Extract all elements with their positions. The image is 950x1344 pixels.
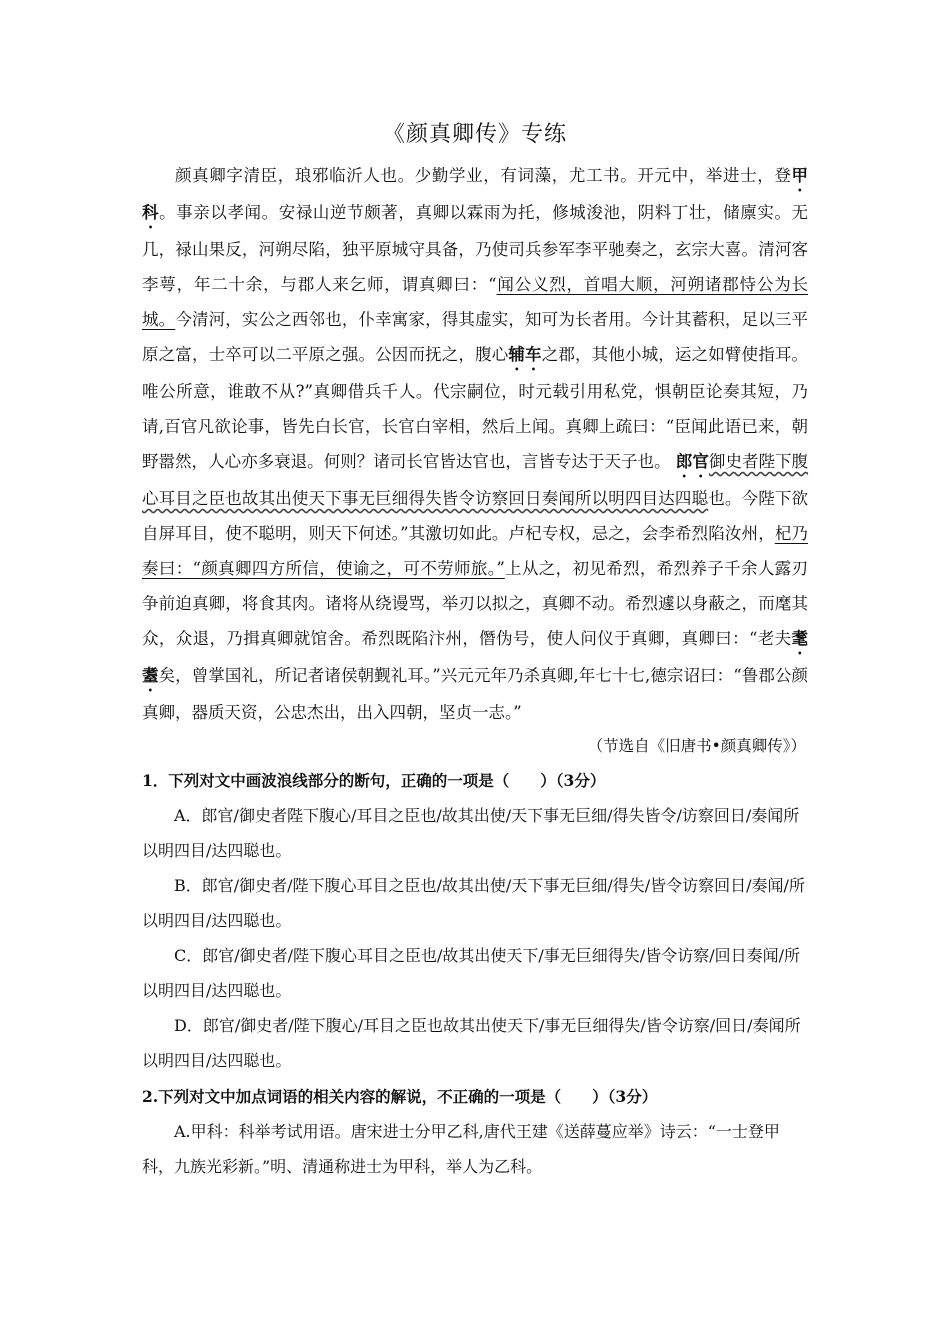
dotted-word: 甲科 bbox=[142, 166, 808, 222]
passage-text: 。事亲以孝闻。安禄山逆节颇著，真卿以霖雨为托，修城浚池，阴料丁壮，储廪实。无几，禄山果反，河朔尽陷，独平原城守具备，乃使司兵参军李平驰奏之，玄宗大喜。清河客李萼，年二十余，与郡人来乞师，谓真卿曰：“ bbox=[142, 203, 809, 294]
passage-text: 今清河，实公之西邻也，仆幸寓家，得其虚实，知可为长者用。今计其蓄积，足以三平原之富，士卒可以二平原之强。公因而抚之，腹心 bbox=[142, 310, 809, 364]
dotted-word: 耄耋 bbox=[142, 629, 808, 685]
underlined-sentence: 闻公义烈，首唱大顺，河朔诸郡恃公为长城。 bbox=[142, 275, 809, 329]
passage-text: 颜真卿字清臣，琅邪临沂人也。少勤学业，有词藻，尤工书。开元中，举进士，登 bbox=[175, 166, 792, 185]
question-1-option-c: C．郎官/御史者/陛下腹心耳目之臣也/故其出使天下/事无巨细得失/皆令访察/回日奏闻/所以明四目/达四聪也。 bbox=[142, 946, 800, 1000]
question-1-option-a: A．郎官/御史者陛下腹心/耳目之臣也/故其出使/天下事无巨细/得失皆令/访察回日/奏闻所以明四目/达四聪也。 bbox=[142, 806, 800, 860]
question-1-option-d: D．郎官/御史者/陛下腹心/耳目之臣也故其出使天下/事无巨细得失/皆令访察/回日/奏闻所以明四目/达四聪也。 bbox=[142, 1016, 801, 1070]
passage bbox=[142, 158, 808, 730]
question-2-option-a: A.甲科：科举考试用语。唐宋进士分甲乙科,唐代王建《送薛蔓应举》诗云：“一士登甲科，九族光彩新。”明、清通称进士为甲科，举人为乙科。 bbox=[142, 1122, 780, 1176]
question-1-option-b: B．郎官/御史者/陛下腹心耳目之臣也/故其出使/天下事无巨细/得失/皆令访察回日/奏闻/所以明四目/达四聪也。 bbox=[142, 876, 805, 930]
passage-text: 矣，曾掌国礼，所记者诸侯朝觐礼耳。”兴元元年乃杀真卿,年七十七,德宗诏曰：“鲁郡公颜真卿，器质天资，公忠杰出，出入四朝，坚贞一志。” bbox=[142, 666, 808, 722]
dotted-word: 辅车 bbox=[508, 345, 542, 364]
underlined-sentence: 杞乃奏曰：“颜真卿四方所信，使谕之，可不劳师旅。” bbox=[142, 524, 809, 578]
source-citation: （节选自《旧唐书•颜真卿传》） bbox=[587, 737, 806, 755]
passage-text: 之郡，其他小城，运之如臂使指耳。唯公所意，谁敢不从?”真卿借兵千人。代宗嗣位，时元载引用私党，惧朝臣论奏其短，乃请,百官凡欲论事，皆先白长官，长官白宰相，然后上闻。真卿上疏曰：“臣闻此语已来，朝野嚣然，人心亦多衰退。何则？诸司长官皆达官也，言皆专达于天子也。 bbox=[142, 345, 809, 471]
passage-text: 上从之，初见希烈，希烈养子千余人露刃争前迫真卿，将食其肉。诸将从绕谩骂，举刃以拟之，真卿不动。希烈遽以身蔽之，而麾其众，众退，乃揖真卿就馆舍。希烈既陷汴州，僭伪号，使人问仪于真卿，真卿曰：“老夫 bbox=[142, 559, 809, 648]
page-title: 《颜真卿传》专练 bbox=[382, 122, 567, 147]
question-1-stem: 1．下列对文中画波浪线部分的断句，正确的一项是（ ）（3分） bbox=[142, 771, 606, 790]
dotted-word: 郎官 bbox=[675, 452, 709, 471]
question-2-stem: 2.下列对文中加点词语的相关内容的解说，不正确的一项是（ ）（3分） bbox=[142, 1087, 658, 1106]
document-page bbox=[142, 112, 808, 1184]
passage-text: 也。今陛下欲自屏耳目，使不聪明，则天下何述。”其激切如此。卢杞专权，忌之，会李希烈陷汝州， bbox=[142, 489, 809, 543]
wavy-underlined-sentence: 御史者陛下腹心耳目之臣也故其出使天下事无巨细得失皆令访察回日奏闻所以明四目达四聪 bbox=[142, 452, 809, 508]
